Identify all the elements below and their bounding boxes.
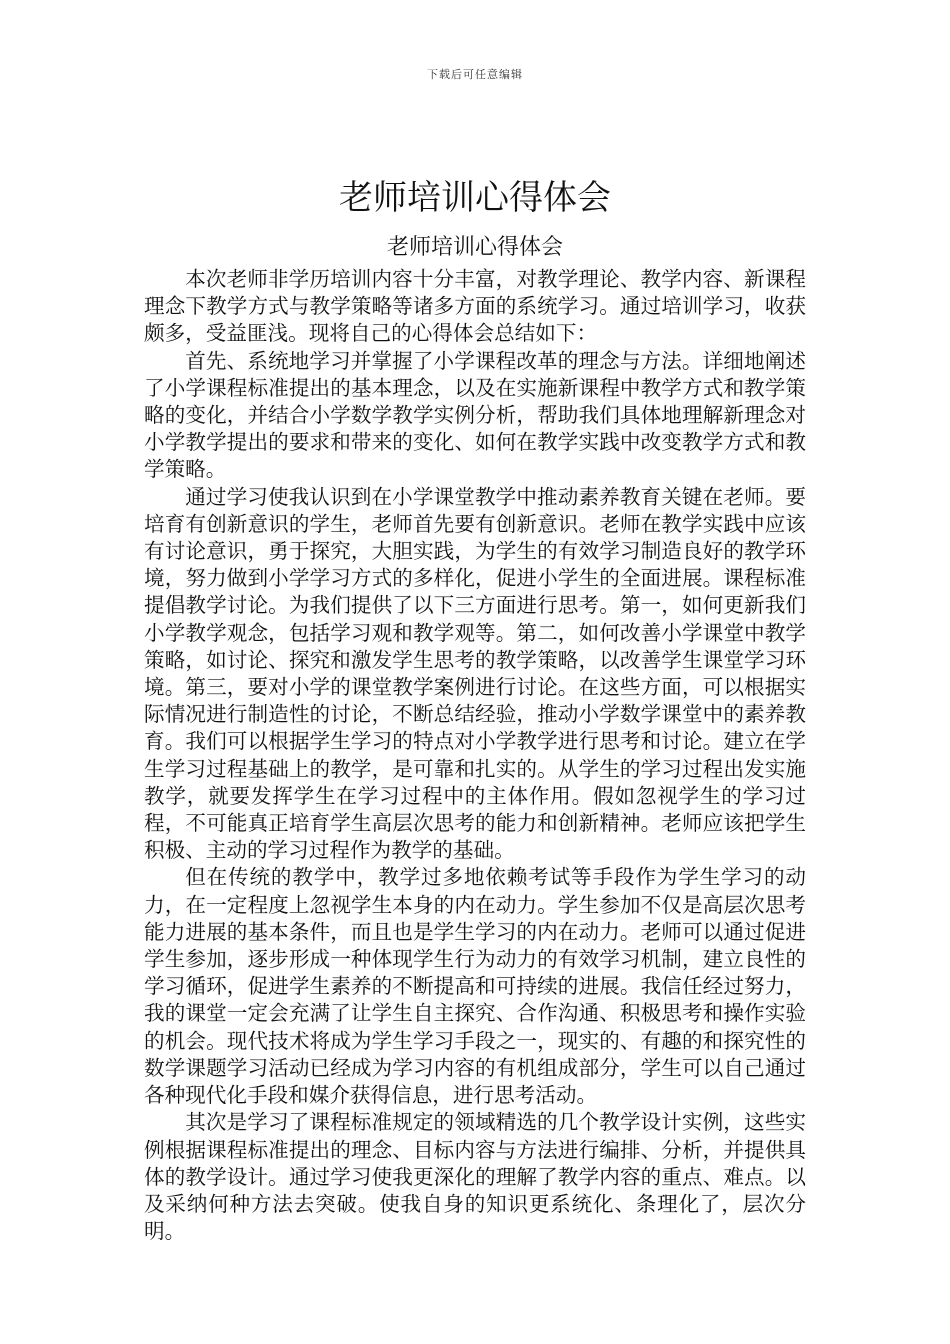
- paragraph-learning-insight: 通过学习使我认识到在小学课堂教学中推动素养教育关键在老师。要培育有创新意识的学生，老师首先要有创新意识。老师在教学实践中应该有讨论意识，勇于探究，大胆实践，为学生的有效学习制造良好的教学环境，努力做到小学学习方式的多样化，促进小学生的全面进展。课程标准提倡教学讨论。为我们提供了以下三方面进行思考。第一，如何更新我们小学教学观念，包括学习观和教学观等。第二，如何改善小学课堂中教学策略，如讨论、探究和激发学生思考的教学策略，以改善学生课堂学习环境。第三，要对小学的课堂教学案例进行讨论。在这些方面，可以根据实际情况进行制造性的讨论，不断总结经验，推动小学数学课堂中的素养教育。我们可以根据学生学习的特点对小学教学进行思考和讨论。建立在学生学习过程基础上的教学，是可靠和扎实的。从学生的学习过程出发实施教学，就要发挥学生在学习过程中的主体作用。假如忽视学生的学习过程，不可能真正培育学生高层次思考的能力和创新精神。老师应该把学生积极、主动的学习过程作为教学的基础。: [144, 484, 806, 863]
- header-note: 下载后可任意编辑: [427, 68, 523, 81]
- paragraph-first-point: 首先、系统地学习并掌握了小学课程改革的理念与方法。详细地阐述了小学课程标准提出的基本理念，以及在实施新课程中教学方式和教学策略的变化，并结合小学数学教学实例分析，帮助我们具体地理解新理念对小学教学提出的要求和带来的变化、如何在教学实践中改变教学方式和教学策略。: [144, 348, 806, 482]
- document-body: [144, 266, 806, 1245]
- paragraph-intro: 本次老师非学历培训内容十分丰富，对教学理论、教学内容、新课程理念下教学方式与教学策略等诸多方面的系统学习。通过培训学习，收获颇多，受益匪浅。现将自己的心得体会总结如下：: [144, 267, 806, 346]
- paragraph-traditional-teaching: 但在传统的教学中，教学过多地依赖考试等手段作为学生学习的动力，在一定程度上忽视学生本身的内在动力。学生参加不仅是高层次思考能力进展的基本条件，而且也是学生学习的内在动力。老师可以通过促进学生参加，逐步形成一种体现学生行为动力的有效学习机制，建立良性的学习循环，促进学生素养的不断提高和可持续的进展。我信任经过努力，我的课堂一定会充满了让学生自主探究、合作沟通、积极思考和操作实验的机会。现代技术将成为学生学习手段之一，现实的、有趣的和探究性的数学课题学习活动已经成为学习内容的有机组成部分，学生可以自己通过各种现代化手段和媒介获得信息，进行思考活动。: [144, 865, 806, 1108]
- page-title: 老师培训心得体会: [339, 178, 611, 218]
- page-subtitle: 老师培训心得体会: [386, 235, 563, 260]
- paragraph-second-point: 其次是学习了课程标准规定的领域精选的几个教学设计实例，这些实例根据课程标准提出的理念、目标内容与方法进行编排、分析，并提供具体的教学设计。通过学习使我更深化的理解了教学内容的重点、难点。以及采纳何种方法去突破。使我自身的知识更系统化、条理化了，层次分明。: [144, 1110, 806, 1244]
